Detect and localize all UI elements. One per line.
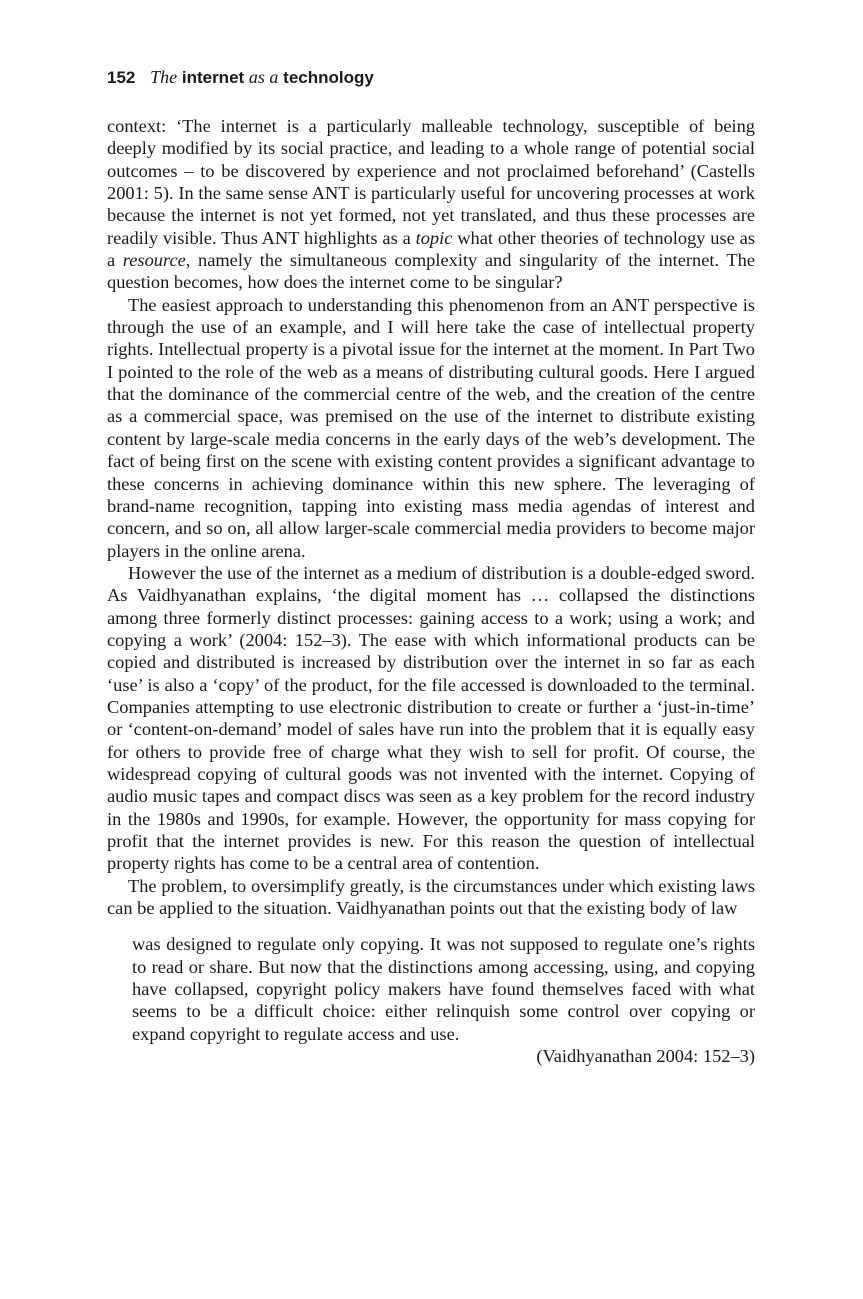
book-page [107, 66, 755, 1067]
body-text [107, 115, 755, 1067]
paragraph-1-part-a: context: ‘The internet is a particularly malleable technology, susceptible of being deeply modified by its social practice, and leading to a whole range of potential social outcomes – to be discovered by experience and not proclaimed beforehand’ (Castells 2001: 5). In the same sense ANT is particularly useful for uncovering processes at work because the internet is not yet formed, not yet translated, and thus these processes are readily visible. Thus ANT highlights as a [107, 116, 755, 248]
block-quote [132, 933, 755, 1067]
running-head-technology: technology [283, 68, 374, 87]
paragraph-1-part-c: what other theories of technology use as a [107, 227, 755, 271]
paragraph-1 [107, 115, 755, 294]
block-quote-text: was designed to regulate only copying. It was not supposed to regulate one’s rights to read or share. But now that the distinctions among accessing, using, and copying have collapsed, copyright policy makers have found themselves faced with what seems to be a difficult choice: either relinquish some control over copying or expand copyright to regulate access and use. [132, 934, 755, 1044]
running-head-as-a: as a [248, 67, 279, 87]
running-head-internet: internet [181, 68, 245, 87]
paragraph-4: The problem, to oversimplify greatly, is the circumstances under which existing laws can be applied to the situation. Vaidhyanathan points out that the existing body of law [107, 875, 755, 919]
paragraph-3: However the use of the internet as a medium of distribution is a double-edged sword. As Vaidhyanathan explains, ‘the digital moment has … collapsed the distinctions among three formerly distinct processes: gaining access to a work; using a work; and copying a work’ (2004: 152–3). The ease with which informational products can be copied and distributed is increased by distribution over the internet in so far as each ‘use’ is also a ‘copy’ of the product, for the file accessed is downloaded to the terminal. Companies attempting to use electronic distribution to create or further a ‘just-in-time’ or ‘content-on-demand’ model of sales have run into the problem that it is equally easy for others to provide free of charge what they wish to sell for profit. Of course, the widespread copying of cultural goods was not invented with the internet. Copying of audio music tapes and compact discs was seen as a key problem for the record industry in the 1980s and 1990s, for example. However, the opportunity for mass copying for profit that the internet provides is new. For this reason the question of intellectual property rights has come to be a central area of contention. [107, 562, 755, 874]
page-number: 152 [107, 68, 136, 87]
paragraph-1-topic: topic [415, 227, 453, 248]
block-quote-citation: (Vaidhyanathan 2004: 152–3) [536, 1046, 755, 1067]
running-head [107, 66, 755, 89]
paragraph-1-resource: resource, [122, 250, 191, 271]
paragraph-1-part-e: namely the simultaneous complexity and singularity of the internet. The question becomes, how does the internet come to be singular? [107, 250, 756, 293]
paragraph-2: The easiest approach to understanding this phenomenon from an ANT perspective is through the use of an example, and I will here take the case of intellectual property rights. Intellectual property is a pivotal issue for the internet at the moment. In Part Two I pointed to the role of the web as a means of distributing cultural goods. Here I argued that the dominance of the commercial centre of the web, and the creation of the centre as a commercial space, was premised on the use of the internet to distribute existing content by large-scale media concerns in the early days of the web’s development. The fact of being first on the scene with existing content provides a significant advantage to these concerns in achieving dominance within this new sphere. The leveraging of brand-name recognition, tapping into existing mass media agendas of interest and concern, and so on, all allow larger-scale commercial media providers to become major players in the online arena. [107, 294, 755, 561]
running-head-the: The [150, 67, 178, 87]
